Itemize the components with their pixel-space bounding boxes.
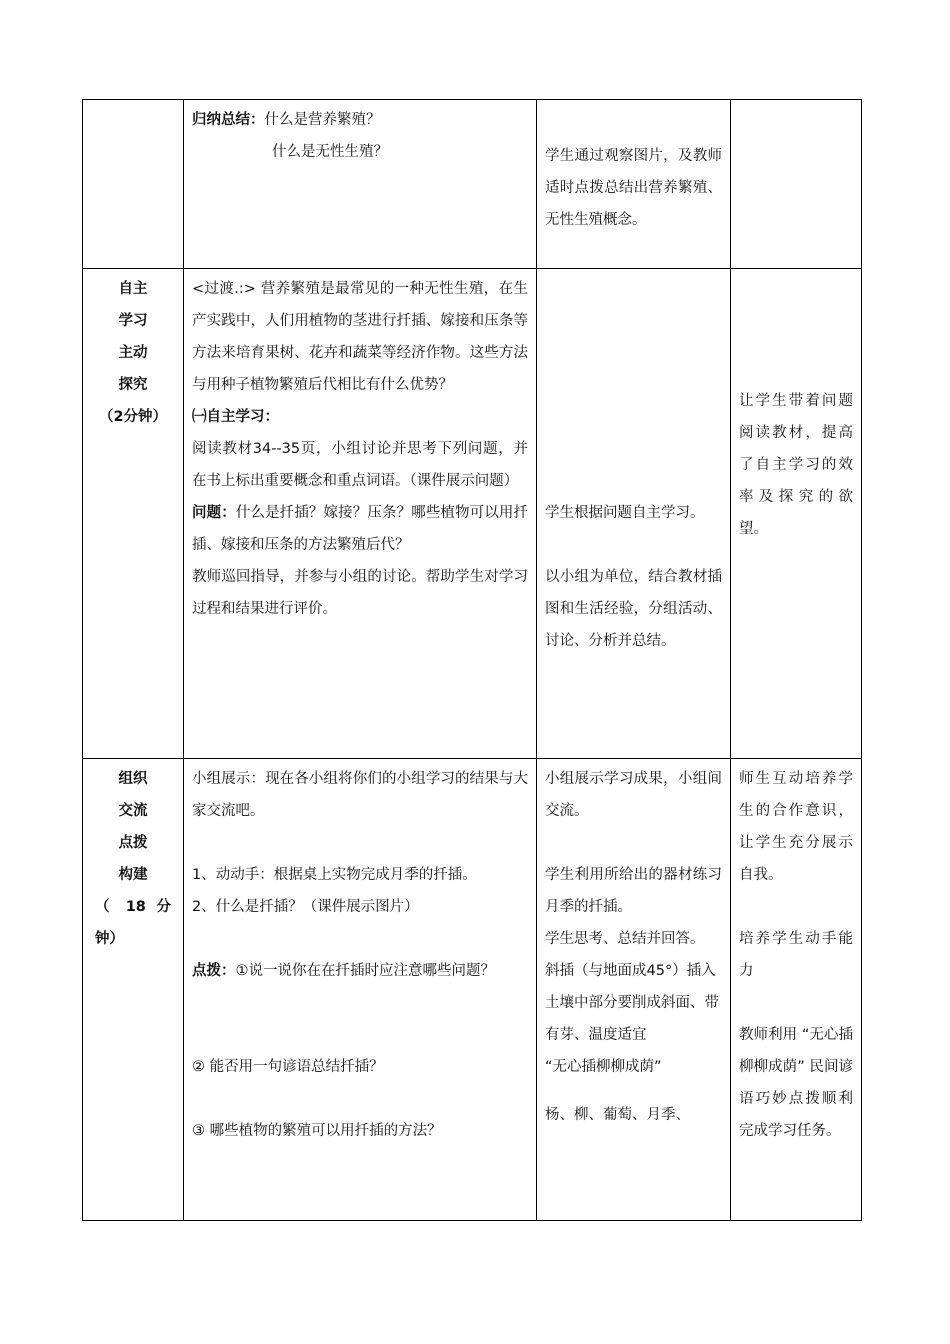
stage-cell — [83, 269, 184, 759]
stage-duration-cont: 钟） — [95, 931, 124, 947]
summary-question-2: 什么是无性生殖？ — [272, 144, 388, 160]
hint-label: 点拨： — [192, 963, 236, 979]
question-label: 问题： — [192, 505, 236, 521]
stage-label: 学习 — [118, 313, 148, 329]
student-activity: 小组展示学习成果，小组间交流。 — [545, 771, 722, 819]
section-heading: ㈠自主学习： — [192, 409, 279, 425]
lesson-plan-table — [82, 99, 862, 1221]
proverb-text: “无心插柳柳成荫” — [545, 1059, 662, 1075]
purpose-cell — [731, 269, 862, 759]
group-show-text: 小组展示：现在各小组将你们的小组学习的结果与大家交流吧。 — [192, 771, 528, 819]
stage-label: 自主 — [118, 281, 148, 297]
student-activity: 斜插（与地面成45°）插入土壤中部分要削成斜面、带有芽、温度适宜 — [545, 963, 719, 1043]
design-purpose: 教师利用 “无心插柳柳成荫” 民间谚语巧妙点拨顺利完成学习任务。 — [739, 1027, 853, 1139]
stage-duration: （ 18 分 — [95, 899, 171, 915]
table-row — [83, 759, 862, 1221]
stage-label: 交流 — [118, 803, 148, 819]
stage-label: 点拨 — [118, 835, 148, 851]
design-purpose: 师生互动培养学生的合作意识，让学生充分展示自我。 — [739, 771, 853, 883]
hint-item: ①说一说你在在扦插时应注意哪些问题？ — [235, 963, 495, 979]
stage-label: 组织 — [118, 771, 148, 787]
teacher-guidance: 教师巡回指导，并参与小组的讨论。帮助学生对学习过程和结果进行评价。 — [192, 569, 528, 617]
hint-item: ② 能否用一句谚语总结扦插？ — [192, 1059, 384, 1075]
reading-task: 阅读教材34--35页，小组讨论并思考下列问题，并在书上标出重要概念和重点词语。（课件展示问题） — [192, 441, 528, 489]
student-cell — [537, 759, 731, 1221]
student-activity: 学生利用所给出的器材练习月季的扦插。 — [545, 867, 722, 915]
content-cell — [184, 100, 537, 269]
student-activity: 学生根据问题自主学习。 — [545, 505, 705, 521]
student-activity: 学生通过观察图片，及教师适时点拨总结出营养繁殖、无性生殖概念。 — [545, 148, 722, 228]
task-item: 2、什么是扦插？（课件展示图片） — [192, 899, 419, 915]
task-item: 1、动动手：根据桌上实物完成月季的扦插。 — [192, 867, 477, 883]
stage-duration: （2分钟） — [98, 409, 168, 425]
hint-item: ③ 哪些植物的繁殖可以用扦插的方法？ — [192, 1123, 442, 1139]
stage-label: 构建 — [118, 867, 148, 883]
stage-cell — [83, 759, 184, 1221]
stage-label: 主动 — [118, 345, 148, 361]
stage-cell — [83, 100, 184, 269]
purpose-cell — [731, 100, 862, 269]
transition-text: <过渡.:> 营养繁殖是最常见的一种无性生殖，在生产实践中，人们用植物的茎进行扦插、嫁接和压条等方法来培育果树、花卉和蔬菜等经济作物。这些方法与用种子植物繁殖后代相比有什么优势？ — [192, 281, 528, 393]
student-activity: 杨、柳、葡萄、月季、 — [545, 1107, 690, 1123]
stage-label: 探究 — [118, 377, 148, 393]
student-cell — [537, 100, 731, 269]
student-cell — [537, 269, 731, 759]
summary-question-1: 什么是营养繁殖？ — [264, 112, 381, 128]
design-purpose: 培养学生动手能力 — [739, 931, 853, 979]
purpose-cell — [731, 759, 862, 1221]
summary-label: 归纳总结： — [192, 112, 265, 128]
question-text: 什么是扦插？嫁接？压条？哪些植物可以用扦插、嫁接和压条的方法繁殖后代？ — [192, 505, 529, 553]
content-cell — [184, 759, 537, 1221]
table-row — [83, 269, 862, 759]
table-row — [83, 100, 862, 269]
content-cell — [184, 269, 537, 759]
design-purpose: 让学生带着问题阅读教材，提高了自主学习的效率及探究的欲望。 — [739, 393, 853, 537]
student-activity: 学生思考、总结并回答。 — [545, 931, 705, 947]
student-activity: 以小组为单位，结合教材插图和生活经验，分组活动、讨论、分析并总结。 — [545, 569, 722, 649]
